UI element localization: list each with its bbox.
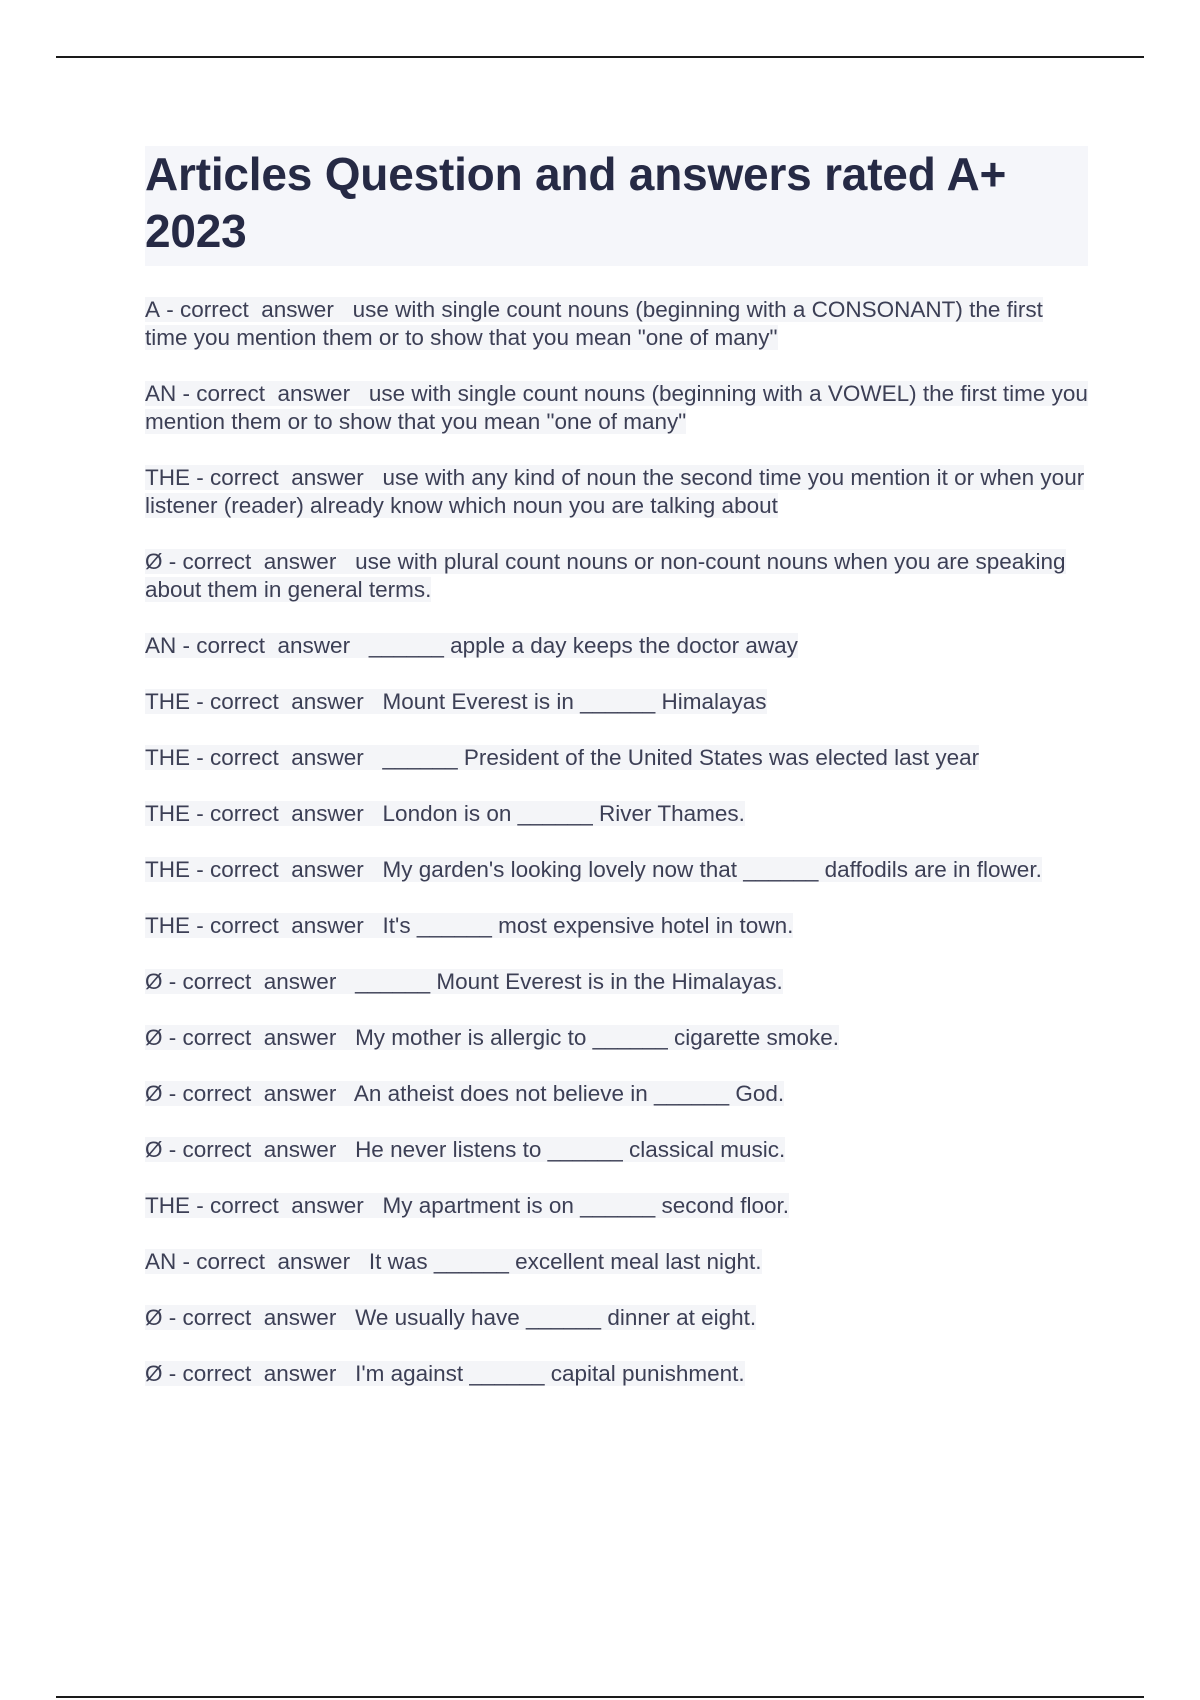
answer-separator: - correct answer [162,1361,356,1386]
qa-item-text [145,297,1043,350]
qa-item [145,1136,1088,1164]
answer-separator: - correct answer [190,689,383,714]
answer-label: AN [145,633,177,658]
question-text: ______ apple a day keeps the doctor away [368,633,798,658]
answer-label: THE [145,913,190,938]
qa-item [145,548,1088,604]
answer-separator: - correct answer [176,1249,369,1274]
qa-item-text [145,857,1042,882]
qa-item-text [145,381,1088,434]
answer-separator: - correct answer [162,969,356,994]
answer-label: Ø [145,1305,163,1330]
qa-item-text [145,1137,785,1162]
qa-item-text [145,549,1066,602]
question-text: An atheist does not believe in ______ God. [353,1081,785,1106]
answer-separator: - correct answer [176,381,369,406]
answer-label: Ø [145,1081,163,1106]
qa-item-text [145,801,745,826]
answer-label: Ø [145,1137,163,1162]
answer-separator: - correct answer [162,1305,356,1330]
answer-label: THE [145,1193,190,1218]
answer-label: THE [145,801,190,826]
answer-separator: - correct answer [190,801,383,826]
question-text: use with any kind of noun the second time you mention it or when your listener (reader) already know which noun you are talking about [145,465,1085,518]
qa-item [145,1192,1088,1220]
qa-item-text [145,1305,756,1330]
qa-item-text [145,633,798,658]
qa-item [145,688,1088,716]
qa-item-text [145,465,1084,518]
qa-item [145,800,1088,828]
question-text: He never listens to ______ classical music. [355,1137,786,1162]
answer-separator: - correct answer [190,913,383,938]
question-text: We usually have ______ dinner at eight. [355,1305,757,1330]
answer-label: THE [145,465,190,490]
question-text: use with single count nouns (beginning with a VOWEL) the first time you mention them or to show that you mean "one of many" [145,381,1088,434]
title-block [145,146,1088,266]
question-text: It was ______ excellent meal last night. [368,1249,762,1274]
qa-item-text [145,1249,762,1274]
question-text: My garden's looking lovely now that ______ daffodils are in flower. [382,857,1042,882]
answer-separator: - correct answer [162,1137,356,1162]
question-text: ______ Mount Everest is in the Himalayas. [355,969,783,994]
bottom-rule [56,1696,1144,1698]
answer-label: Ø [145,1361,163,1386]
answer-separator: - correct answer [176,633,369,658]
question-text: My mother is allergic to ______ cigarette smoke. [355,1025,840,1050]
answer-separator: - correct answer [190,465,383,490]
question-text: Mount Everest is in ______ Himalayas [382,689,767,714]
qa-item [145,296,1088,352]
answer-separator: - correct answer [160,297,353,322]
qa-item [145,744,1088,772]
question-text: use with plural count nouns or non-count nouns when you are speaking about them in general terms. [145,549,1066,602]
answer-label: A [145,297,161,322]
answer-label: Ø [145,969,163,994]
qa-item [145,1080,1088,1108]
question-text: It's ______ most expensive hotel in town. [382,913,794,938]
qa-item [145,380,1088,436]
question-text: My apartment is on ______ second floor. [382,1193,790,1218]
qa-item [145,912,1088,940]
answer-separator: - correct answer [190,857,383,882]
answer-label: AN [145,381,177,406]
qa-item [145,968,1088,996]
answer-separator: - correct answer [190,745,383,770]
qa-item-text [145,969,783,994]
qa-item [145,1360,1088,1388]
answer-label: THE [145,857,190,882]
answer-label: Ø [145,1025,163,1050]
answer-label: THE [145,745,190,770]
qa-item [145,1024,1088,1052]
answer-separator: - correct answer [162,1081,354,1106]
qa-item [145,1248,1088,1276]
qa-item [145,464,1088,520]
top-rule [56,56,1144,58]
qa-item [145,632,1088,660]
qa-item-text [145,745,979,770]
qa-item-text [145,1193,789,1218]
answer-label: AN [145,1249,177,1274]
answer-separator: - correct answer [162,1025,356,1050]
qa-item-text [145,1025,839,1050]
qa-item [145,1304,1088,1332]
question-text: London is on ______ River Thames. [382,801,745,826]
qa-item [145,856,1088,884]
document-title: Articles Question and answers rated A+ 2023 [145,148,1007,257]
question-text: ______ President of the United States was elected last year [382,745,980,770]
answer-separator: - correct answer [190,1193,383,1218]
answer-label: Ø [145,549,163,574]
document-body [145,146,1088,1416]
answer-label: THE [145,689,190,714]
qa-item-text [145,913,793,938]
qa-item-text [145,1081,784,1106]
question-text: use with single count nouns (beginning with a CONSONANT) the first time you mention them or to show that you mean "one of many" [145,297,1043,350]
qa-item-text [145,1361,745,1386]
qa-list [145,296,1088,1388]
question-text: I'm against ______ capital punishment. [355,1361,745,1386]
answer-separator: - correct answer [162,549,356,574]
qa-item-text [145,689,767,714]
